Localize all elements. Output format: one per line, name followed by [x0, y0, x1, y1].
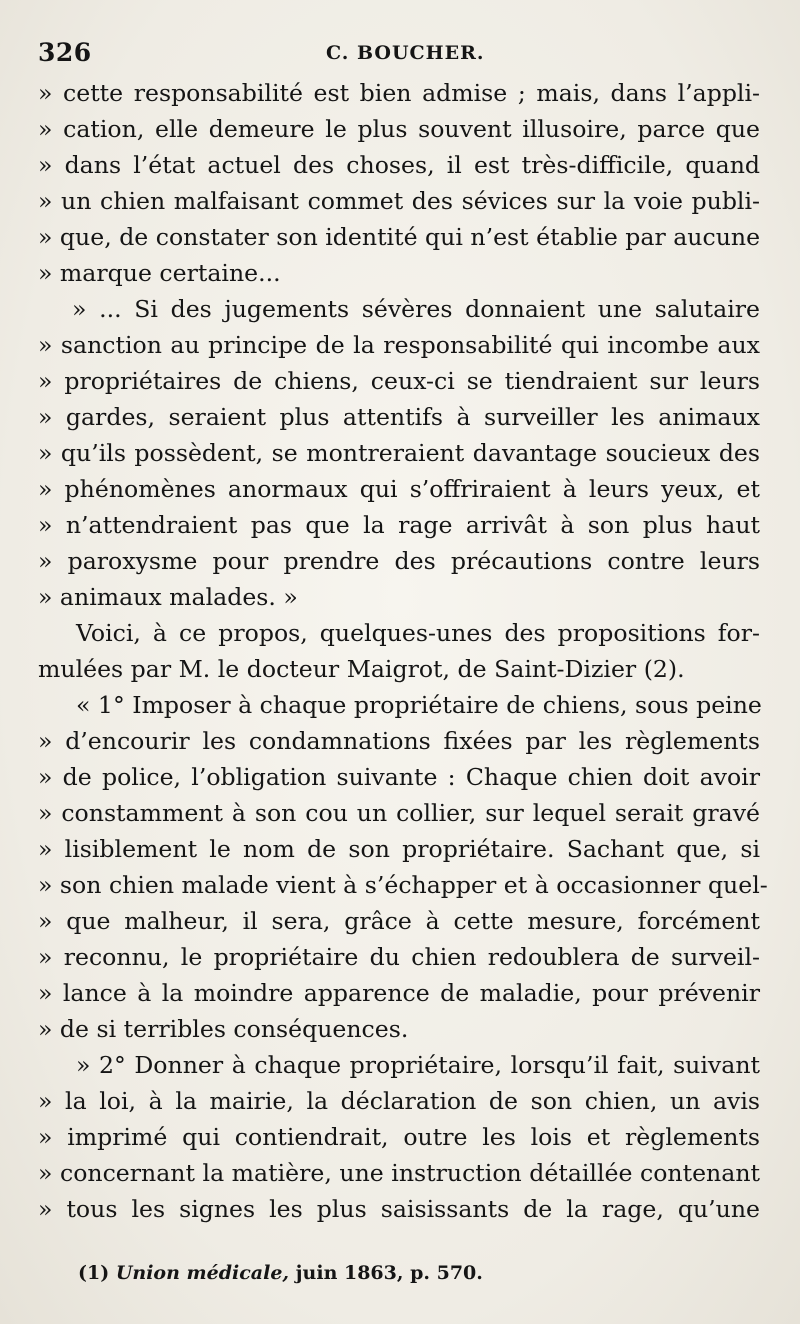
text-line: » imprimé qui contiendrait, outre les lois et règlements	[38, 1123, 760, 1151]
text-line: Voici, à ce propos, quelques-unes des propositions for-	[76, 619, 760, 647]
text-line: » un chien malfaisant commet des sévices sur la voie publi-	[38, 187, 760, 215]
text-line: » qu’ils possèdent, se montreraient davantage soucieux des	[38, 439, 760, 467]
text-line: » que, de constater son identité qui n’est établie par aucune	[38, 223, 761, 251]
page-header	[38, 36, 738, 68]
text-line: mulées par M. le docteur Maigrot, de Saint-Dizier (2).	[38, 655, 685, 683]
text-line: » cation, elle demeure le plus souvent illusoire, parce que	[38, 115, 760, 143]
text-line: » dans l’état actuel des choses, il est très-difficile, quand	[38, 151, 760, 179]
page-number: 326	[38, 38, 92, 67]
text-line: » propriétaires de chiens, ceux-ci se tiendraient sur leurs	[38, 367, 760, 395]
text-line: » n’attendraient pas que la rage arrivât à son plus haut	[38, 511, 760, 539]
text-line: » marque certaine...	[38, 259, 281, 287]
running-head: C. BOUCHER.	[326, 42, 485, 64]
text-line: » son chien malade vient à s’échapper et à occasionner quel-	[38, 871, 768, 899]
text-line: » constamment à son cou un collier, sur lequel serait gravé	[38, 799, 760, 827]
text-line: » la loi, à la mairie, la déclaration de son chien, un avis	[38, 1087, 760, 1115]
text-line: » d’encourir les condamnations fixées par les règlements	[38, 727, 760, 755]
text-line: » tous les signes les plus saisissants de la rage, qu’une	[38, 1195, 760, 1223]
text-line: » de si terribles conséquences.	[38, 1015, 409, 1043]
text-line: » 2° Donner à chaque propriétaire, lorsqu’il fait, suivant	[76, 1051, 760, 1079]
footnote-marker: (1)	[78, 1262, 110, 1284]
text-line: » que malheur, il sera, grâce à cette mesure, forcément	[38, 907, 760, 935]
text-line: » ... Si des jugements sévères donnaient une salutaire	[72, 295, 760, 323]
footnote	[78, 1262, 483, 1284]
text-line: » lisiblement le nom de son propriétaire. Sachant que, si	[38, 835, 760, 863]
footnote-source: Union médicale,	[115, 1262, 290, 1284]
text-line: » concernant la matière, une instruction détaillée contenant	[38, 1159, 760, 1187]
text-line: » cette responsabilité est bien admise ; mais, dans l’appli-	[38, 79, 760, 107]
text-line: » animaux malades. »	[38, 583, 298, 611]
text-line: » gardes, seraient plus attentifs à surveiller les animaux	[38, 403, 760, 431]
text-line: » reconnu, le propriétaire du chien redoublera de surveil-	[38, 943, 760, 971]
text-line: » paroxysme pour prendre des précautions contre leurs	[38, 547, 760, 575]
footnote-detail: juin 1863, p. 570.	[295, 1262, 483, 1284]
text-line: » lance à la moindre apparence de maladie, pour prévenir	[38, 979, 760, 1007]
text-line: » phénomènes anormaux qui s’offriraient à leurs yeux, et	[38, 475, 760, 503]
text-line: » de police, l’obligation suivante : Chaque chien doit avoir	[38, 763, 760, 791]
text-line: « 1° Imposer à chaque propriétaire de chiens, sous peine	[76, 691, 762, 719]
text-line: » sanction au principe de la responsabilité qui incombe aux	[38, 331, 760, 359]
